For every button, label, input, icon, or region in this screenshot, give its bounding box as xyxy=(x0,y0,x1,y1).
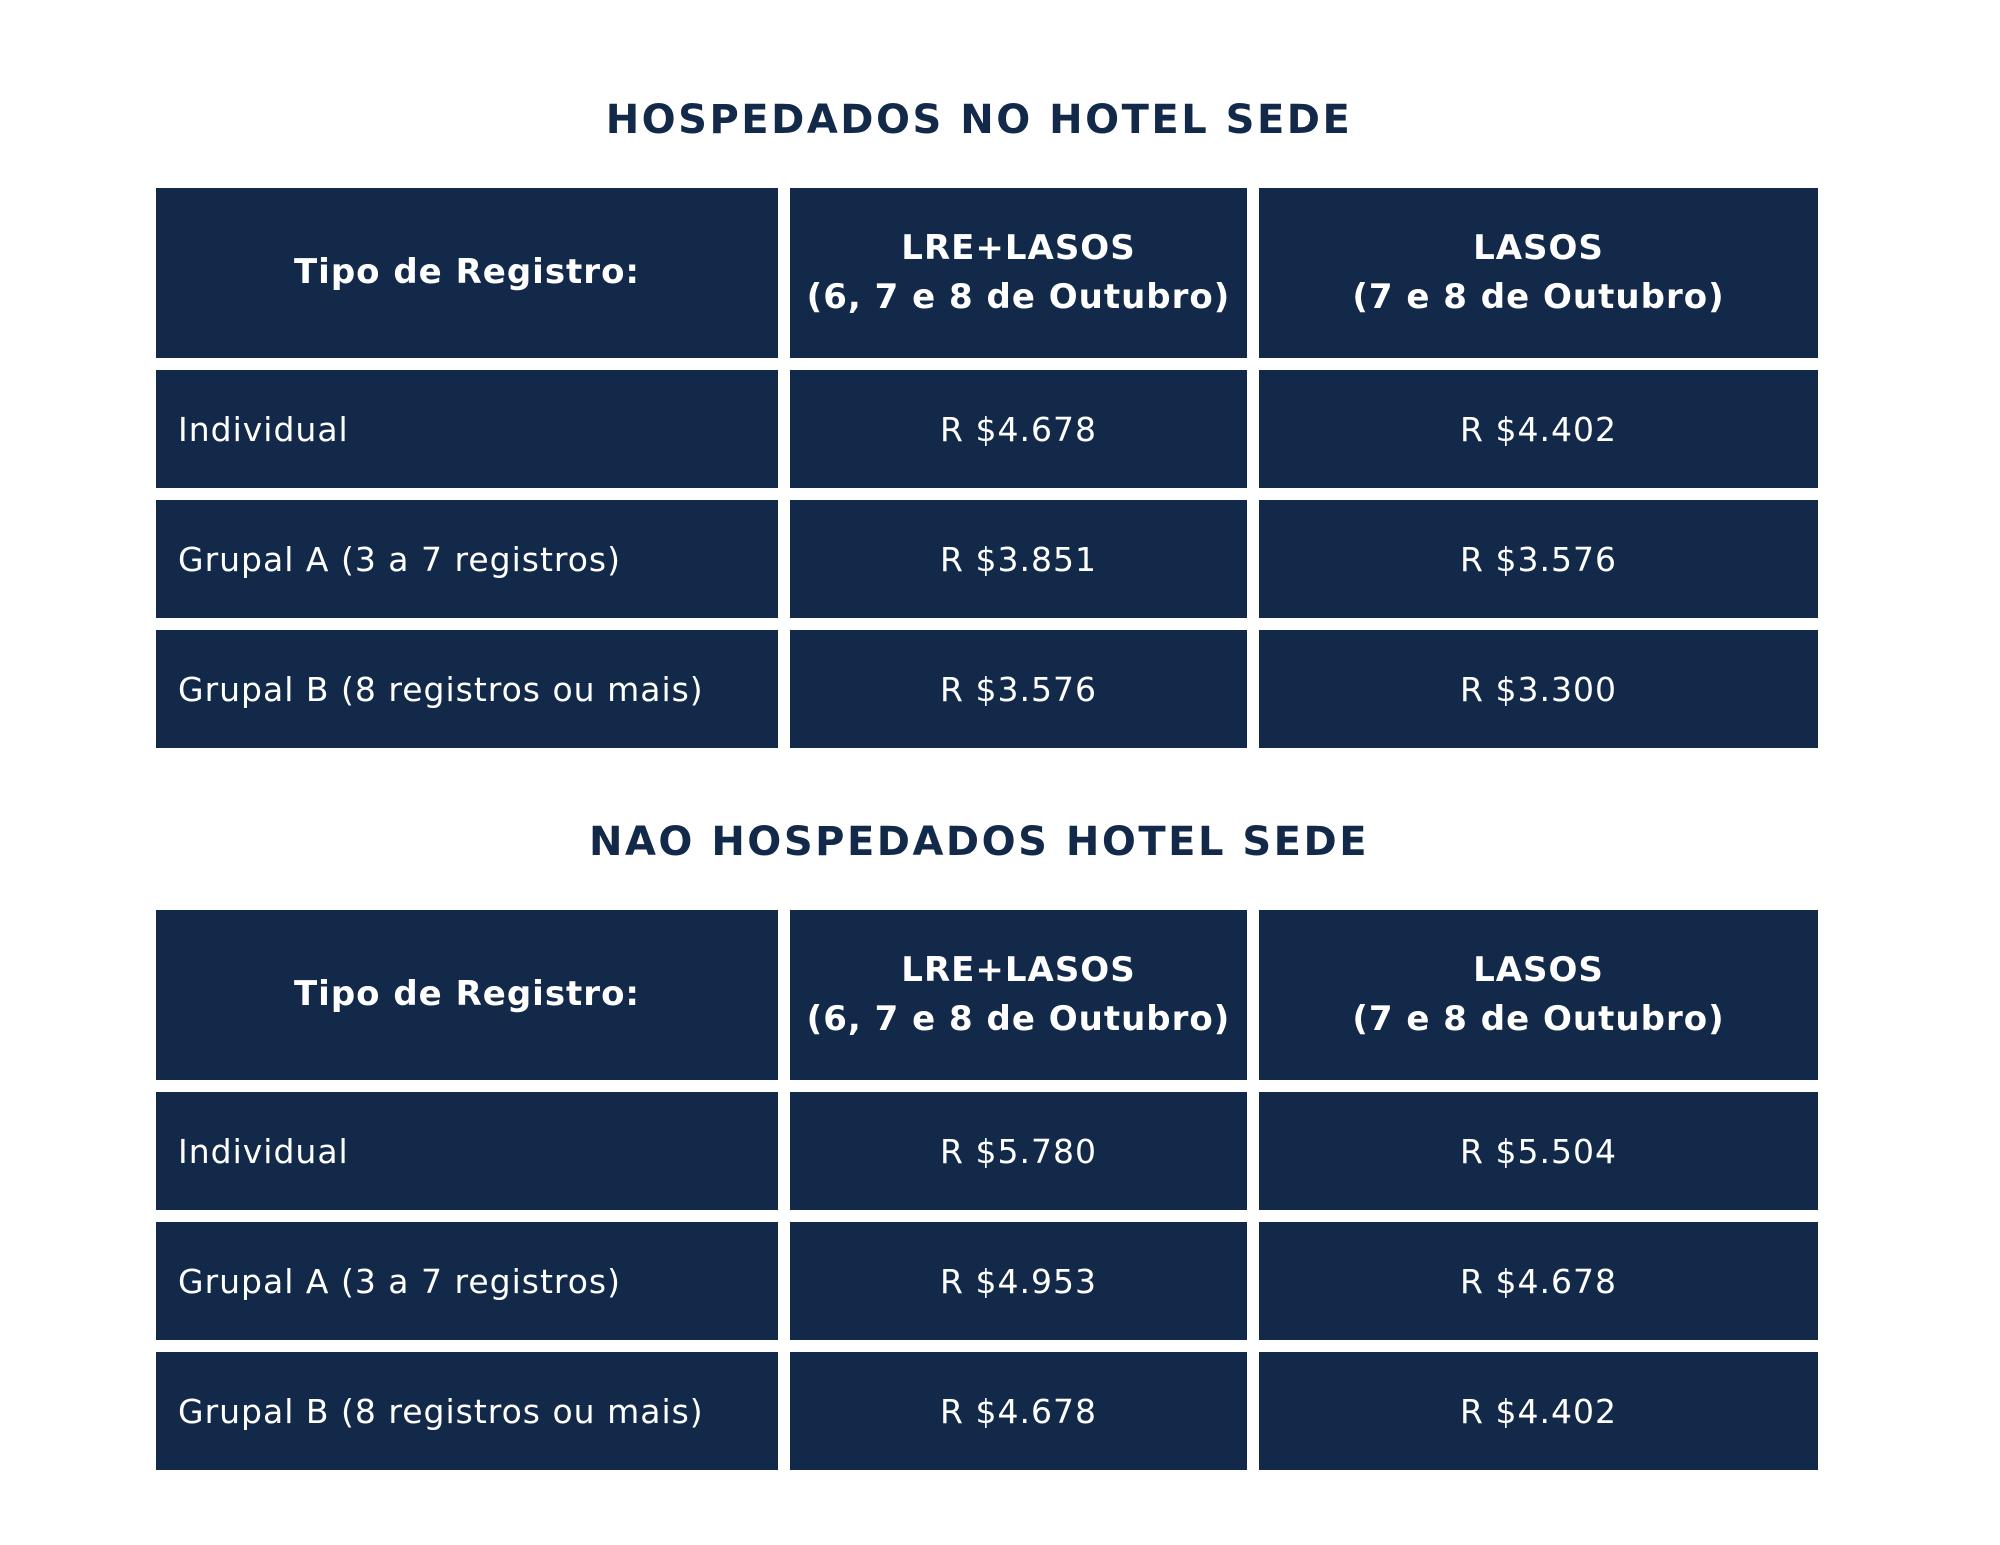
price-cell: R $3.851 xyxy=(790,500,1247,618)
header-line: LRE+LASOS xyxy=(901,227,1136,268)
row-label-individual: Individual xyxy=(156,370,778,488)
header-line: LASOS xyxy=(1473,949,1604,990)
header-dates: (7 e 8 de Outubro) xyxy=(1352,999,1725,1039)
header-line: Tipo de Registro: xyxy=(293,252,641,293)
row-label-grupal-a: Grupal A (3 a 7 registros) xyxy=(156,1222,778,1340)
price-cell: R $4.678 xyxy=(790,1352,1247,1470)
price-cell: R $4.953 xyxy=(790,1222,1247,1340)
price-table-nao-hospedados xyxy=(156,910,1818,1470)
price-cell: R $3.576 xyxy=(1259,500,1818,618)
row-label-individual: Individual xyxy=(156,1092,778,1210)
header-line: Tipo de Registro: xyxy=(293,974,641,1015)
header-dates: (6, 7 e 8 de Outubro) xyxy=(806,999,1231,1039)
header-lre-lasos xyxy=(790,188,1247,358)
section-title-hospedados: HOSPEDADOS NO HOTEL SEDE xyxy=(605,97,1353,143)
header-dates: (7 e 8 de Outubro) xyxy=(1352,277,1725,317)
price-table-hospedados xyxy=(156,188,1818,748)
price-cell: R $4.678 xyxy=(790,370,1247,488)
row-label-grupal-a: Grupal A (3 a 7 registros) xyxy=(156,500,778,618)
price-cell: R $5.504 xyxy=(1259,1092,1818,1210)
header-tipo-registro xyxy=(156,910,778,1080)
price-cell: R $4.402 xyxy=(1259,1352,1818,1470)
price-cell: R $3.576 xyxy=(790,630,1247,748)
header-lre-lasos xyxy=(790,910,1247,1080)
price-cell: R $4.678 xyxy=(1259,1222,1818,1340)
header-lasos xyxy=(1259,188,1818,358)
section-title-nao-hospedados: NAO HOSPEDADOS HOTEL SEDE xyxy=(588,819,1370,865)
header-tipo-registro xyxy=(156,188,778,358)
price-cell: R $5.780 xyxy=(790,1092,1247,1210)
header-dates: (6, 7 e 8 de Outubro) xyxy=(806,277,1231,317)
price-cell: R $4.402 xyxy=(1259,370,1818,488)
header-line: LRE+LASOS xyxy=(901,949,1136,990)
price-cell: R $3.300 xyxy=(1259,630,1818,748)
row-label-grupal-b: Grupal B (8 registros ou mais) xyxy=(156,630,778,748)
row-label-grupal-b: Grupal B (8 registros ou mais) xyxy=(156,1352,778,1470)
header-lasos xyxy=(1259,910,1818,1080)
header-line: LASOS xyxy=(1473,227,1604,268)
